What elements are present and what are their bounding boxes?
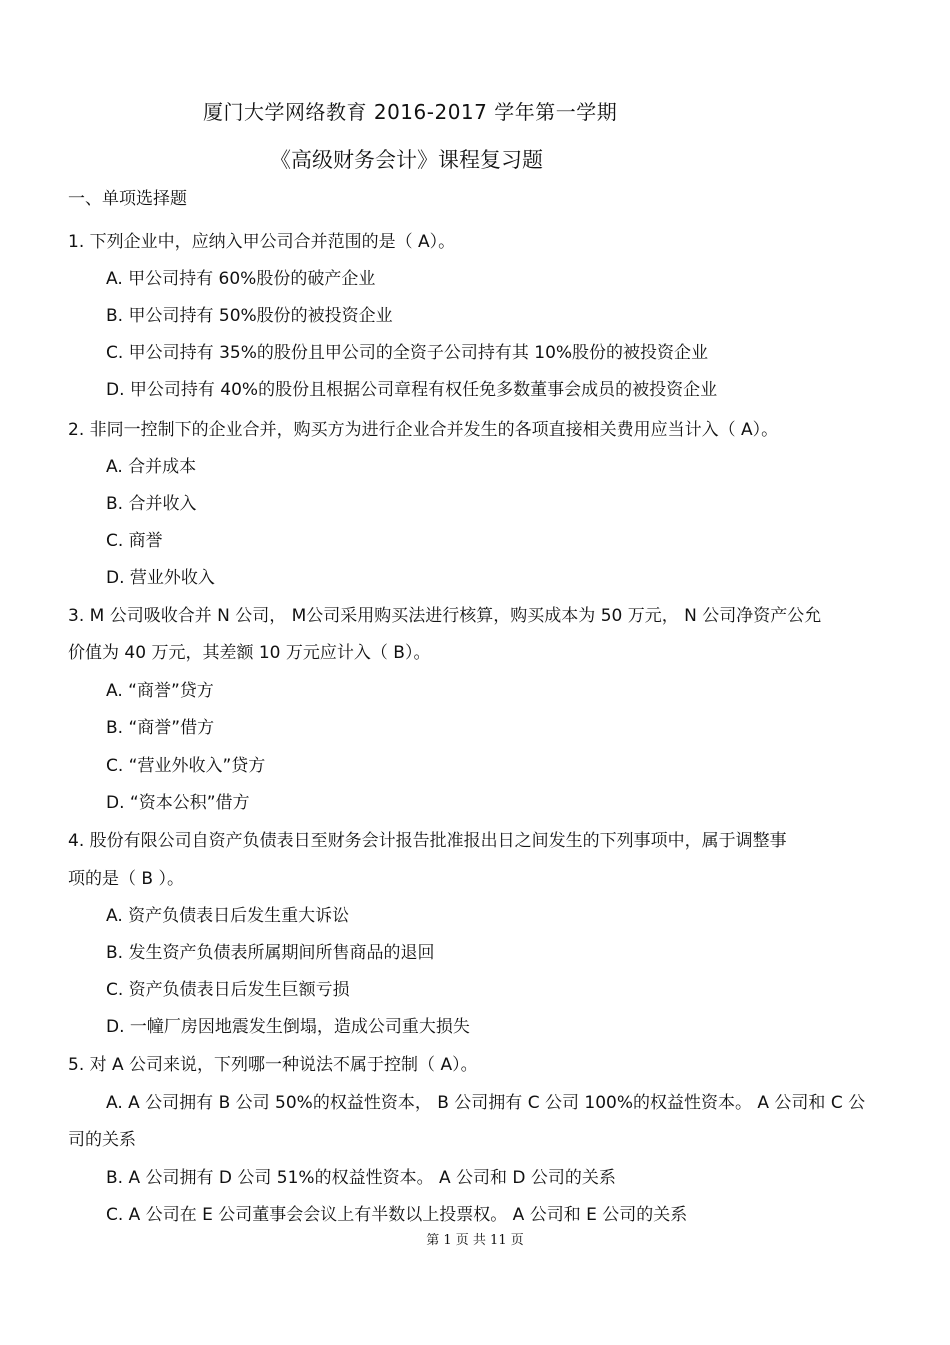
question-1-option-c: C. 甲公司持有 35%的股份且甲公司的全资子公司持有其 10%股份的被投资企业	[106, 343, 709, 363]
question-2-option-b: B. 合并收入	[106, 494, 197, 514]
question-4-line-1: 4. 股份有限公司自资产负债表日至财务会计报告批准报出日之间发生的下列事项中，属于调整事	[68, 831, 787, 851]
question-4-option-c: C. 资产负债表日后发生巨额亏损	[106, 980, 350, 1000]
question-5: 5. 对 A 公司来说，下列哪一种说法不属于控制（ A）。	[68, 1055, 478, 1075]
question-4-option-d: D. 一幢厂房因地震发生倒塌，造成公司重大损失	[106, 1017, 470, 1037]
question-3-option-d: D. “资本公积”借方	[106, 793, 250, 813]
question-2: 2. 非同一控制下的企业合并，购买方为进行企业合并发生的各项直接相关费用应当计入（ A）。	[68, 420, 779, 440]
question-4-option-a: A. 资产负债表日后发生重大诉讼	[106, 906, 350, 926]
question-3-option-a: A. “商誉”贷方	[106, 681, 214, 701]
question-1-option-d: D. 甲公司持有 40%的股份且根据公司章程有权任免多数董事会成员的被投资企业	[106, 380, 718, 400]
question-3-line-2: 价值为 40 万元，其差额 10 万元应计入（ B）。	[68, 643, 431, 663]
question-2-option-a: A. 合并成本	[106, 457, 197, 477]
page-footer: 第 1 页 共 11 页	[426, 1233, 524, 1248]
question-4-line-2: 项的是（ B ）。	[68, 869, 184, 889]
question-4-option-b: B. 发生资产负债表所属期间所售商品的退回	[106, 943, 435, 963]
question-3-option-c: C. “营业外收入”贷方	[106, 756, 266, 776]
question-1: 1. 下列企业中，应纳入甲公司合并范围的是（ A）。	[68, 232, 456, 252]
question-1-option-b: B. 甲公司持有 50%股份的被投资企业	[106, 306, 393, 326]
question-3-line-1: 3. M 公司吸收合并 N 公司， M公司采用购买法进行核算，购买成本为 50 万元， N 公司净资产公允	[68, 606, 822, 626]
question-5-option-b: B. A 公司拥有 D 公司 51%的权益性资本。 A 公司和 D 公司的关系	[106, 1168, 616, 1188]
question-5-option-a-line-1: A. A 公司拥有 B 公司 50%的权益性资本， B 公司拥有 C 公司 100%的权益性资本。 A 公司和 C 公	[106, 1093, 866, 1113]
question-2-option-d: D. 营业外收入	[106, 568, 215, 588]
document-title: 厦门大学网络教育 2016-2017 学年第一学期	[203, 100, 618, 124]
question-2-option-c: C. 商誉	[106, 531, 163, 551]
section-heading: 一、单项选择题	[68, 189, 187, 209]
question-5-option-a-line-2: 司的关系	[68, 1130, 136, 1150]
question-3-option-b: B. “商誉”借方	[106, 718, 215, 738]
question-1-option-a: A. 甲公司持有 60%股份的破产企业	[106, 269, 376, 289]
question-5-option-c: C. A 公司在 E 公司董事会会议上有半数以上投票权。 A 公司和 E 公司的关系	[106, 1205, 688, 1225]
course-title: 《高级财务会计》课程复习题	[270, 148, 543, 172]
